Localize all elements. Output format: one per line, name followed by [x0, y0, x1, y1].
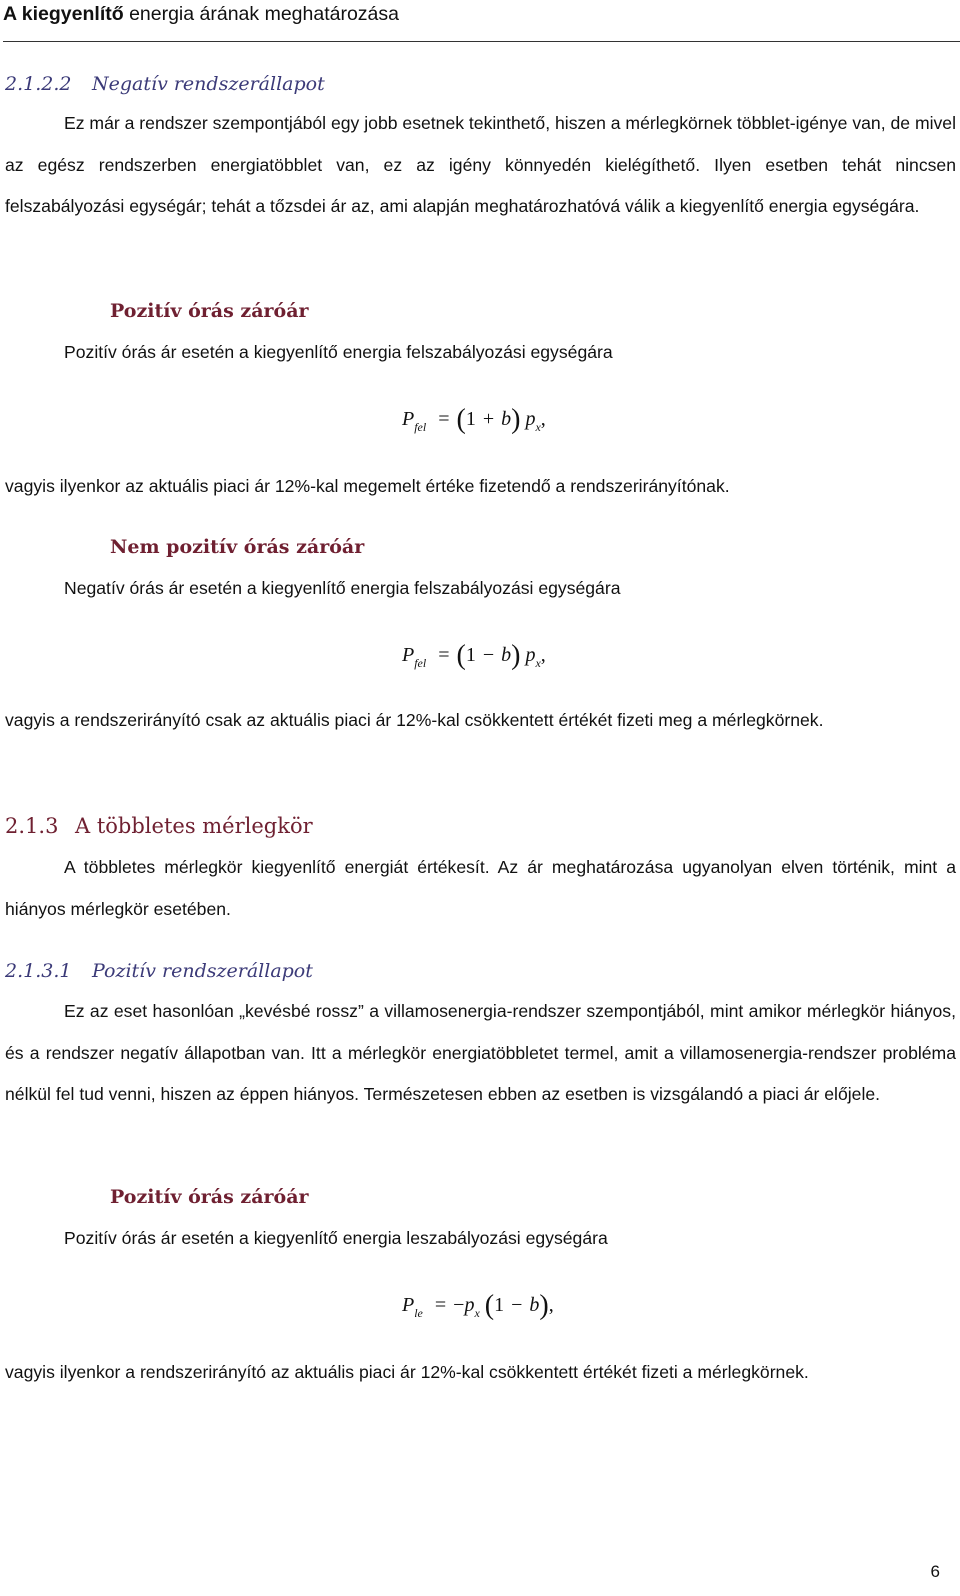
formula-symbol: P: [402, 644, 415, 666]
formula-p-subscript: x: [535, 420, 541, 434]
formula-equals: =: [438, 644, 450, 666]
after-paragraph-2: vagyis a rendszerirányító csak az aktuális piaci ár 12%-kal csökkentett értékét fizeti meg a mérlegkörnek.: [5, 710, 824, 730]
after-paragraph-3: vagyis ilyenkor a rendszerirányító az aktuális piaci ár 12%-kal csökkentett értékét fizeti a mérlegkörnek.: [5, 1362, 809, 1382]
formula-subscript: fel: [414, 656, 427, 670]
heading-2-1-3: [5, 814, 313, 838]
subheading-nem-pozitiv-oras-zaroar: Nem pozitív órás záróár: [110, 536, 365, 558]
formula-equals: =: [434, 1294, 447, 1316]
page-number: 6: [930, 1562, 940, 1581]
formula-negation: −: [453, 1294, 465, 1316]
formula-p: p: [464, 1294, 475, 1316]
formula-ple: $P_{le} = -p_x$ (1 − b),: [402, 1290, 554, 1321]
intro-line-1: Pozitív órás ár esetén a kiegyenlítő energia felszabályozási egységára: [64, 342, 613, 362]
formula-p-subscript: x: [535, 656, 541, 670]
intro-line-2: Negatív órás ár esetén a kiegyenlítő energia felszabályozási egységára: [64, 578, 621, 598]
paragraph-negativ-rendszerallapot: Ez már a rendszer szempontjából egy jobb esetnek tekinthető, hiszen a mérlegkörnek többlet-igénye van, de mivel az egész rendszerben energiatöbblet van, ez az igény könnyedén kielégíthető. Ilyen esetben tehát nincsen felszabályozási egységár; tehát a tőzsdei ár az, ami alapján meghatározhatóvá válik a kiegyenlítő energia egységára.: [5, 113, 956, 216]
formula-comma: ,: [540, 644, 546, 666]
formula-b: b: [529, 1294, 540, 1316]
formula-b: b: [501, 644, 512, 666]
header-title-bold: A kiegyenlítő: [3, 3, 124, 25]
heading-number: 2.1.3.1: [5, 960, 72, 982]
heading-2-1-3-1: [5, 960, 313, 982]
paragraph-pozitiv-rendszerallapot: Ez az eset hasonlóan „kevésbé rossz” a villamosenergia-rendszer szempontjából, mint amikor mérlegkör hiányos, és a rendszer negatív állapotban van. Itt a mérlegkör energiatöbbletet termel, amit a villamosenergia-rendszer probléma nélkül fel tud venni, hiszen az éppen hiányos. Természetesen ebben az esetben is vizsgálandó a piaci ár előjele.: [5, 1001, 956, 1104]
formula-one: 1: [494, 1294, 505, 1316]
formula-operator: −: [482, 644, 495, 666]
formula-symbol: P: [402, 408, 415, 430]
formula-symbol: P: [402, 1294, 415, 1316]
formula-pfel-minus: $P_{fel} = (1 - b)$ $p_x$,: [402, 640, 546, 671]
running-header: [3, 3, 399, 26]
formula-b: b: [501, 408, 512, 430]
formula-equals: =: [438, 408, 450, 430]
after-line-1: vagyis ilyenkor az aktuális piaci ár 12%-kal megemelt értéke fizetendő a rendszerirányítónak.: [5, 476, 730, 496]
subheading-pozitiv-oras-zaroar-1: Pozitív órás záróár: [110, 300, 309, 322]
formula-one: 1: [465, 408, 476, 430]
formula-subscript: fel: [414, 420, 427, 434]
formula-p: p: [525, 408, 536, 430]
formula-subscript: le: [414, 1306, 423, 1320]
formula-operator: +: [482, 408, 495, 430]
heading-number: 2.1.3: [5, 814, 59, 838]
header-title-rest: energia árának meghatározása: [129, 3, 399, 25]
heading-title: A többletes mérlegkör: [75, 814, 313, 838]
formula-comma: ,: [540, 408, 546, 430]
formula-pfel-plus: $P_{fel} = (1 + b)$ $p_x$,: [402, 404, 546, 435]
heading-title: Negatív rendszerállapot: [92, 73, 325, 95]
formula-p: p: [525, 644, 536, 666]
subheading-pozitiv-oras-zaroar-2: Pozitív órás záróár: [110, 1186, 309, 1208]
formula-p-subscript: x: [474, 1306, 480, 1320]
heading-number: 2.1.2.2: [5, 73, 72, 95]
formula-operator: −: [511, 1294, 523, 1316]
intro-line-3: Pozitív órás ár esetén a kiegyenlítő energia leszabályozási egységára: [64, 1228, 608, 1248]
formula-comma: ,: [548, 1294, 554, 1316]
paragraph-tobbletes-merlegkor: A többletes mérlegkör kiegyenlítő energiát értékesít. Az ár meghatározása ugyanolyan elven történik, mint a hiányos mérlegkör esetében.: [5, 857, 956, 919]
formula-one: 1: [465, 644, 476, 666]
header-rule: [3, 41, 960, 42]
heading-2-1-2-2: [5, 73, 325, 95]
heading-title: Pozitív rendszerállapot: [92, 960, 313, 982]
